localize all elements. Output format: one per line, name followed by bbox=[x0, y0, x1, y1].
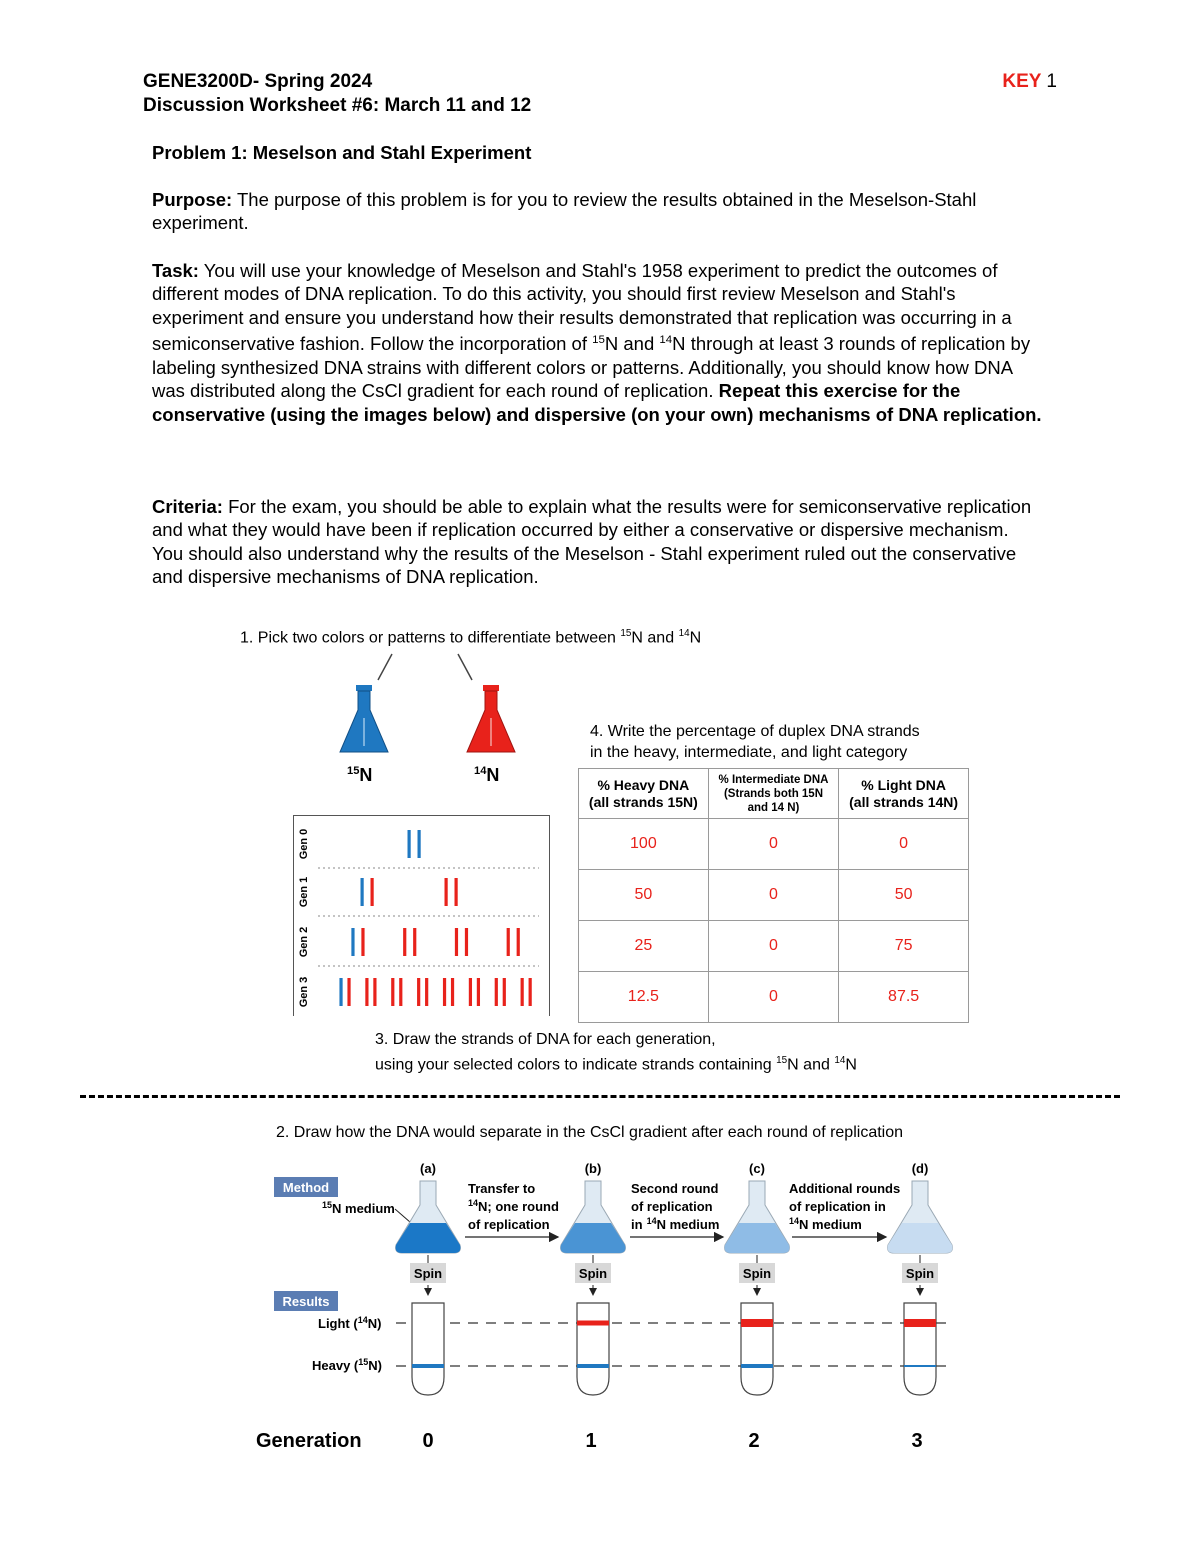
spin-step bbox=[575, 1255, 611, 1295]
header-light bbox=[839, 769, 969, 819]
task-text-2: and bbox=[623, 333, 655, 355]
strand-14n bbox=[371, 878, 374, 906]
centrifuge-tube bbox=[741, 1303, 773, 1395]
strand-14n bbox=[445, 878, 448, 906]
step1-instruction bbox=[240, 628, 701, 647]
light-band bbox=[741, 1319, 773, 1327]
transfer-2-text bbox=[631, 1181, 722, 1232]
strand-15n bbox=[339, 978, 342, 1006]
strand-14n bbox=[521, 978, 524, 1006]
stage-letter: (d) bbox=[911, 1161, 929, 1176]
strand-14n bbox=[495, 978, 498, 1006]
header-heavy bbox=[579, 769, 709, 819]
task-paragraph bbox=[152, 259, 1044, 426]
percentage-table bbox=[578, 768, 969, 1023]
method-label: Method bbox=[282, 1180, 330, 1195]
gen-label: Gen 0 bbox=[298, 828, 310, 860]
isotope-mass-15: 15 bbox=[322, 1200, 333, 1210]
table-cell: 0 bbox=[708, 819, 838, 870]
header-light-line2: (all strands 14N) bbox=[849, 793, 959, 810]
isotope-mass-15: 15 bbox=[358, 1357, 369, 1367]
isotope-mass-15: 15 bbox=[592, 334, 605, 347]
light-band bbox=[577, 1321, 609, 1326]
strand-14n bbox=[507, 928, 510, 956]
and-text: and bbox=[647, 629, 675, 647]
strand-14n bbox=[443, 978, 446, 1006]
isotope-mass-15: 15 bbox=[347, 765, 360, 777]
light-band bbox=[904, 1319, 936, 1327]
centrifuge-tube bbox=[577, 1303, 609, 1395]
transfer-2-line: Second round bbox=[631, 1181, 719, 1196]
table-row bbox=[579, 819, 969, 870]
transfer-2-line: of replication bbox=[631, 1199, 713, 1214]
isotope-mass-14: 14 bbox=[678, 628, 690, 639]
purpose-text: The purpose of this problem is for you to review the results obtained in the Meselson-Stahl experiment. bbox=[152, 189, 977, 234]
header-intermediate bbox=[708, 769, 838, 819]
strand-14n bbox=[455, 878, 458, 906]
transfer-2-line: in bbox=[631, 1217, 643, 1232]
strand-15n bbox=[351, 928, 354, 956]
problem-title: Problem 1: Meselson and Stahl Experiment bbox=[152, 142, 532, 163]
spin-label: Spin bbox=[578, 1266, 608, 1281]
isotope-symbol: N bbox=[631, 629, 643, 647]
step2-instruction: 2. Draw how the DNA would separate in the CsCl gradient after each round of replication bbox=[276, 1124, 904, 1141]
step4-instruction bbox=[590, 721, 920, 763]
gen-label: Gen 2 bbox=[298, 926, 310, 958]
centrifuge-tube bbox=[412, 1303, 444, 1395]
strand-14n bbox=[425, 978, 428, 1006]
criteria-paragraph bbox=[152, 495, 1044, 589]
page-divider bbox=[80, 1095, 1120, 1098]
spin-label: Spin bbox=[413, 1266, 443, 1281]
strand-14n bbox=[365, 978, 368, 1006]
spin-step bbox=[902, 1255, 938, 1295]
task-text-1: You will use your knowledge of Meselson and Stahl's 1958 experiment to predict the outcomes of different modes of DNA replication. To do this activity, you should first review Meselson and Stahl's experiment and ensure you understand how their results demonstrated that replication was occurring in a semiconservative fashion. Follow the incorporation of bbox=[152, 260, 1012, 355]
isotope-mass-14: 14 bbox=[646, 1216, 657, 1226]
page-number: 1 bbox=[1046, 71, 1057, 92]
header-heavy-line1: % Heavy DNA bbox=[597, 776, 690, 793]
transfer-3-line: of replication in bbox=[789, 1199, 886, 1214]
medium-label bbox=[322, 1200, 395, 1216]
table-cell: 0 bbox=[708, 870, 838, 921]
stage-letter: (b) bbox=[584, 1161, 602, 1176]
isotope-mass-15: 15 bbox=[776, 1055, 788, 1066]
tubes-group bbox=[412, 1303, 936, 1395]
table-row bbox=[579, 921, 969, 972]
task-bold: Repeat this exercise for the conservative (using the images below) and dispersive (on your own) mechanisms of DNA replication. bbox=[152, 380, 1042, 425]
heavy-label bbox=[312, 1357, 382, 1373]
table-cell: 0 bbox=[839, 819, 969, 870]
stage-letter: (a) bbox=[420, 1161, 436, 1176]
table-cell: 50 bbox=[579, 870, 709, 921]
strand-14n bbox=[417, 978, 420, 1006]
criteria-text: For the exam, you should be able to explain what the results were for semiconservative replication and what they would have been if replication occurred by either a conservative or dispersive mechanism. You should also understand why the results of the Meselson - Stahl experiment ruled out the conservative and dispersive mechanisms of DNA replication. bbox=[152, 496, 1032, 588]
isotope-mass-14: 14 bbox=[468, 1198, 479, 1208]
step4-line2: in the heavy, intermediate, and light category bbox=[590, 744, 908, 761]
transfer-3-line: Additional rounds bbox=[789, 1181, 901, 1196]
isotope-symbol: N bbox=[689, 629, 702, 647]
strands-svg bbox=[294, 816, 549, 1016]
generation-number: 2 bbox=[748, 1430, 760, 1452]
header-intermediate-line2: (Strands both 15N bbox=[723, 787, 824, 800]
step1-text: 1. Pick two colors or patterns to differentiate between bbox=[240, 629, 616, 647]
isotope-symbol: N bbox=[486, 765, 500, 785]
strand-14n bbox=[477, 978, 480, 1006]
header-light-line1: % Light DNA bbox=[861, 776, 946, 793]
step3-instruction bbox=[375, 1029, 857, 1075]
label-close: N) bbox=[367, 1316, 382, 1331]
strand-15n bbox=[418, 830, 421, 858]
transfer-3-text bbox=[789, 1181, 904, 1232]
blue-flask-icon bbox=[340, 685, 388, 752]
step3-line1: 3. Draw the strands of DNA for each generation, bbox=[375, 1031, 716, 1048]
spin-step bbox=[739, 1255, 775, 1295]
isotope-symbol: N bbox=[845, 1056, 857, 1074]
gen-label: Gen 1 bbox=[298, 876, 310, 908]
stage-letter: (c) bbox=[749, 1161, 765, 1176]
and-text: and bbox=[803, 1056, 830, 1074]
isotope-mass-15: 15 bbox=[620, 628, 632, 639]
spin-label: Spin bbox=[905, 1266, 935, 1281]
worksheet-subtitle: Discussion Worksheet #6: March 11 and 12 bbox=[143, 95, 532, 116]
strand-14n bbox=[347, 978, 350, 1006]
spin-label: Spin bbox=[742, 1266, 772, 1281]
culture-flask-icon bbox=[396, 1181, 461, 1253]
step3-text: using your selected colors to indicate strands containing bbox=[375, 1056, 772, 1074]
isotope-mass-14: 14 bbox=[789, 1216, 800, 1226]
table-cell: 25 bbox=[579, 921, 709, 972]
flask-red-label bbox=[474, 765, 499, 786]
table-cell: 87.5 bbox=[839, 972, 969, 1023]
cscl-gradient-figure bbox=[250, 1155, 970, 1505]
table-header-row bbox=[579, 769, 969, 819]
light-label bbox=[318, 1315, 381, 1331]
course-title: GENE3200D- Spring 2024 bbox=[143, 71, 373, 92]
gen-label: Gen 3 bbox=[298, 976, 310, 1008]
strand-14n bbox=[529, 978, 532, 1006]
culture-flask-icon bbox=[725, 1181, 790, 1253]
transfer-1-text bbox=[468, 1181, 563, 1232]
isotope-mass-14: 14 bbox=[659, 334, 673, 347]
step4-line1: 4. Write the percentage of duplex DNA strands bbox=[590, 723, 920, 740]
generation-number: 3 bbox=[911, 1430, 923, 1452]
header-intermediate-line3: and 14 N) bbox=[747, 801, 800, 814]
strand-14n bbox=[391, 978, 394, 1006]
heavy-band bbox=[904, 1365, 936, 1367]
strand-14n bbox=[503, 978, 506, 1006]
table-cell: 0 bbox=[708, 972, 838, 1023]
isotope-symbol: N bbox=[787, 1056, 799, 1074]
centrifuge-tube bbox=[904, 1303, 936, 1395]
strand-14n bbox=[465, 928, 468, 956]
purpose-paragraph bbox=[152, 188, 1042, 235]
flask-blue-label bbox=[347, 765, 372, 786]
strand-14n bbox=[455, 928, 458, 956]
generation-label: Generation bbox=[256, 1430, 362, 1452]
table-cell: 100 bbox=[579, 819, 709, 870]
heavy-band bbox=[577, 1364, 609, 1368]
isotope-mass-14: 14 bbox=[357, 1315, 368, 1325]
generation-number: 0 bbox=[422, 1430, 434, 1452]
table-cell: 0 bbox=[708, 921, 838, 972]
isotope-symbol: N bbox=[672, 333, 686, 355]
key-label: KEY bbox=[1002, 71, 1042, 92]
strand-14n bbox=[451, 978, 454, 1006]
table-row bbox=[579, 870, 969, 921]
results-label: Results bbox=[282, 1294, 330, 1309]
task-text-3: through at least 3 rounds of replication by labeling synthesized DNA strains with different colors or patterns. Additionally, you should know how DNA was distributed along the CsCl gradient for each round of replication. bbox=[152, 333, 1031, 402]
strand-14n bbox=[403, 928, 406, 956]
table-row bbox=[579, 972, 969, 1023]
isotope-symbol: N bbox=[359, 765, 373, 785]
heavy-label-text: Heavy ( bbox=[312, 1358, 359, 1373]
generation-number: 1 bbox=[585, 1430, 597, 1452]
transfer-1-line: N; one round bbox=[478, 1199, 559, 1214]
table-cell: 75 bbox=[839, 921, 969, 972]
criteria-label: Criteria: bbox=[152, 496, 223, 517]
transfer-1-line: of replication bbox=[468, 1217, 550, 1232]
header-heavy-line2: (all strands 15N) bbox=[588, 793, 698, 810]
strand-15n bbox=[408, 830, 411, 858]
transfer-3-line: N medium bbox=[799, 1217, 862, 1232]
strand-15n bbox=[361, 878, 364, 906]
heavy-band bbox=[412, 1364, 444, 1368]
header-intermediate-line1: % Intermediate DNA bbox=[718, 773, 829, 786]
medium-text: N medium bbox=[332, 1201, 395, 1216]
strand-14n bbox=[373, 978, 376, 1006]
pointer-line-right bbox=[458, 654, 472, 680]
key-badge bbox=[1002, 71, 1057, 93]
transfer-2-line: N medium bbox=[656, 1217, 720, 1232]
spin-step bbox=[410, 1255, 446, 1295]
red-flask-icon bbox=[467, 685, 515, 752]
strand-14n bbox=[413, 928, 416, 956]
step3-line2 bbox=[375, 1050, 857, 1075]
purpose-label: Purpose: bbox=[152, 189, 233, 210]
strand-14n bbox=[399, 978, 402, 1006]
task-label: Task: bbox=[152, 260, 199, 281]
heavy-band bbox=[741, 1364, 773, 1368]
table-cell: 50 bbox=[839, 870, 969, 921]
strand-14n bbox=[361, 928, 364, 956]
light-label-text: Light ( bbox=[318, 1316, 358, 1331]
strand-14n bbox=[469, 978, 472, 1006]
strand-14n bbox=[517, 928, 520, 956]
isotope-symbol: N bbox=[604, 333, 619, 355]
label-close: N) bbox=[368, 1358, 382, 1373]
transfer-1-line: Transfer to bbox=[468, 1181, 536, 1196]
isotope-mass-14: 14 bbox=[474, 765, 487, 777]
pointer-line-left bbox=[378, 654, 392, 680]
isotope-mass-14: 14 bbox=[834, 1055, 846, 1066]
generation-strands-panel bbox=[293, 815, 550, 1016]
culture-flask-icon bbox=[561, 1181, 626, 1253]
table-cell: 12.5 bbox=[579, 972, 709, 1023]
